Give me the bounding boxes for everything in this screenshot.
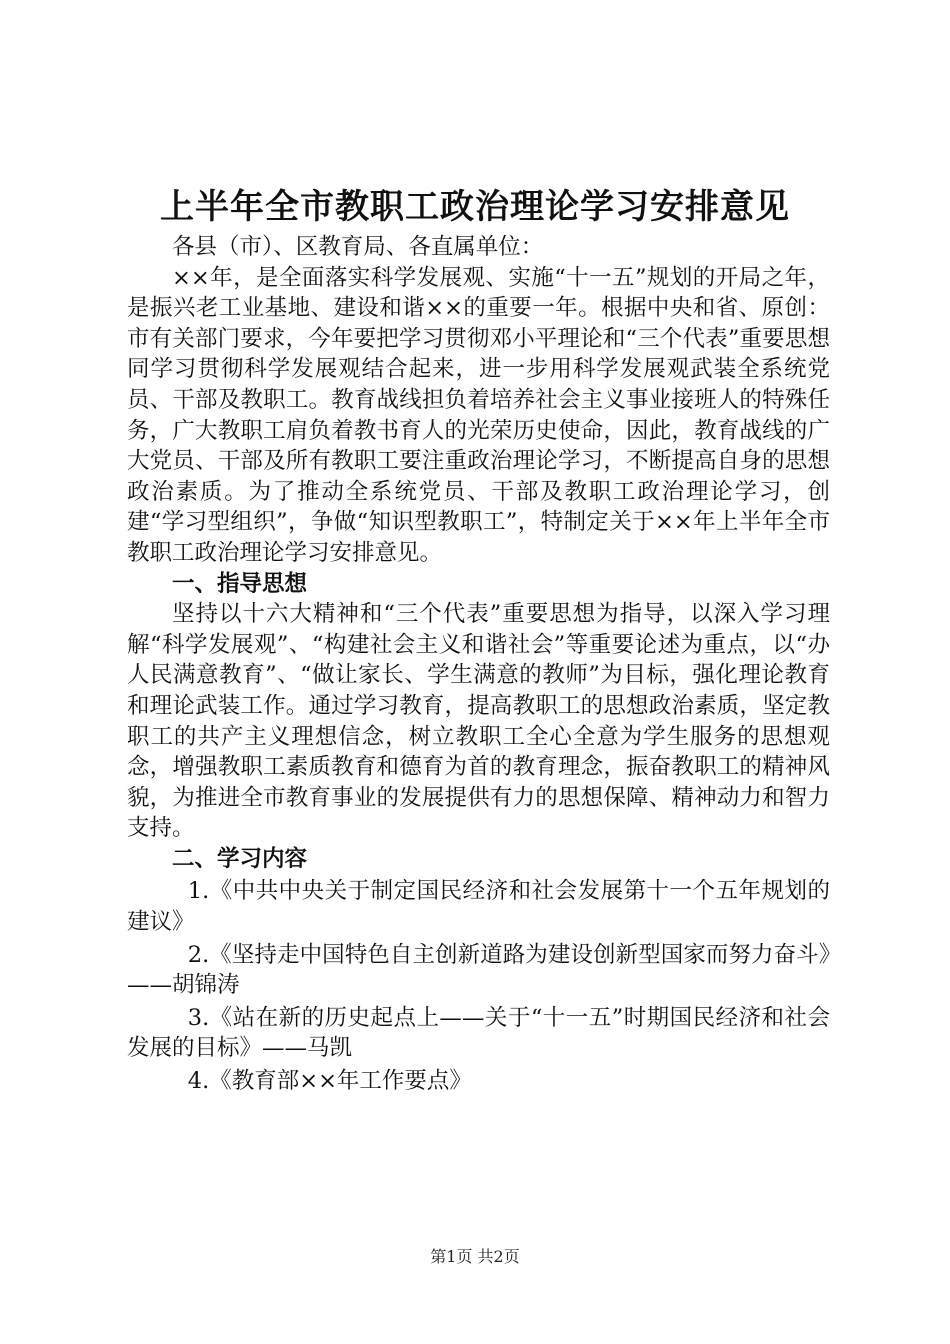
document-body	[127, 232, 830, 1097]
section-2-heading: 二、学习内容	[172, 845, 308, 872]
intro-paragraph: ××年，是全面落实科学发展观、实施“十一五”规划的开局之年，是振兴老工业基地、建设和谐××的重要一年。根据中央和省、原创：市有关部门要求，今年要把学习贯彻邓小平理论和“三个代表”重要思想同学习贯彻科学发展观结合起来，进一步用科学发展观武装全系统党员、干部及教职工。教育战线担负着培养社会主义事业接班人的特殊任务，广大教职工肩负着教书育人的光荣历史使命，因此，教育战线的广大党员、干部及所有教职工要注重政治理论学习，不断提高自身的思想政治素质。为了推动全系统党员、干部及教职工政治理论学习，创建“学习型组织”，争做“知识型教职工”，特制定关于××年上半年全市教职工政治理论学习安排意见。	[127, 264, 830, 566]
document-title: 上半年全市教职工政治理论学习安排意见	[160, 187, 790, 227]
study-item-2: 2.《坚持走中国特色自主创新道路为建设创新型国家而努力奋斗》——胡锦涛	[127, 941, 830, 999]
study-item-1: 1.《中共中央关于制定国民经济和社会发展第十一个五年规划的建议》	[127, 878, 830, 936]
section-1-heading: 一、指导思想	[172, 570, 308, 597]
study-item-3: 3.《站在新的历史起点上——关于“十一五”时期国民经济和社会发展的目标》——马凯	[127, 1004, 830, 1062]
page-footer: 第1页 共2页	[430, 1247, 520, 1266]
section-1-paragraph: 坚持以十六大精神和“三个代表”重要思想为指导，以深入学习理解“科学发展观”、“构建社会主义和谐社会”等重要论述为重点，以“办人民满意教育”、“做让家长、学生满意的教师”为目标，强化理论教育和理论武装工作。通过学习教育，提高教职工的思想政治素质，坚定教职工的共产主义理想信念，树立教职工全心全意为学生服务的思想观念，增强教职工素质教育和德育为首的教育理念，振奋教职工的精神风貌，为推进全市教育事业的发展提供有力的思想保障、精神动力和智力支持。	[127, 601, 830, 842]
study-item-4: 4.《教育部××年工作要点》	[187, 1068, 472, 1095]
salutation: 各县（市）、区教育局、各直属单位：	[172, 234, 544, 260]
